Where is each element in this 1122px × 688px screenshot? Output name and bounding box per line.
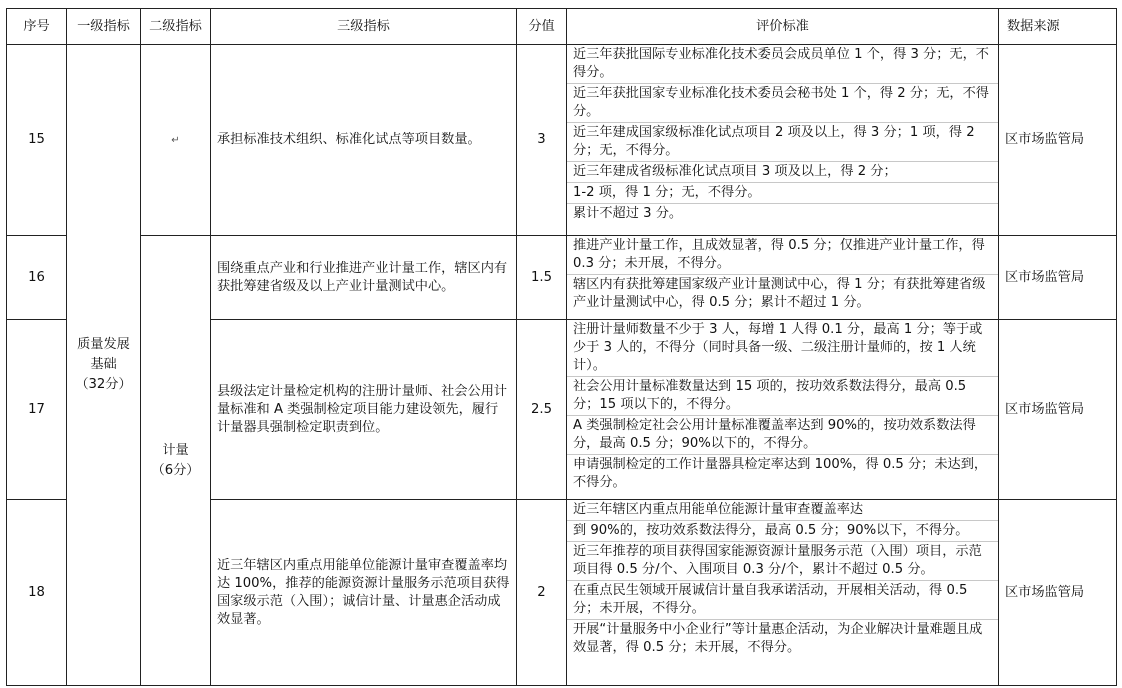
criterion-item: A 类强制检定社会公用计量标准覆盖率达到 90%的，按功效系数法得分，最高 0.5 分；90%以下的，不得分。 xyxy=(567,416,998,455)
row-source: 区市场监管局 xyxy=(999,45,1117,236)
header-level3: 三级指标 xyxy=(211,9,517,45)
row-criteria xyxy=(567,500,999,686)
criterion-item: 推进产业计量工作，且成效显著，得 0.5 分；仅推进产业计量工作，得 0.3 分；未开展，不得分。 xyxy=(567,236,998,275)
criterion-item: 申请强制检定的工作计量器具检定率达到 100%，得 0.5 分；未达到，不得分。 xyxy=(573,457,988,490)
level2-name: 计量 xyxy=(162,442,189,458)
row-seq: 17 xyxy=(7,320,67,500)
criterion-item: 近三年辖区内重点用能单位能源计量审查覆盖率达 xyxy=(567,500,998,521)
indicator-table xyxy=(6,8,1117,686)
header-level1: 一级指标 xyxy=(67,9,141,45)
row-source: 区市场监管局 xyxy=(999,320,1117,500)
criterion-item: 在重点民生领域开展诚信计量自我承诺活动，开展相关活动，得 0.5 分；未开展，不得分。 xyxy=(567,581,998,620)
row-score: 2.5 xyxy=(517,320,567,500)
level2-score: （6分） xyxy=(151,462,200,478)
row-level3: 承担标准技术组织、标准化试点等项目数量。 xyxy=(211,45,517,236)
row-source: 区市场监管局 xyxy=(999,500,1117,686)
criterion-item: 近三年获批国际专业标准化技术委员会成员单位 1 个，得 3 分；无，不得分。 xyxy=(567,45,998,84)
header-source: 数据来源 xyxy=(999,9,1117,45)
table-row xyxy=(7,236,1117,320)
criterion-item: 注册计量师数量不少于 3 人，每增 1 人得 0.1 分，最高 1 分；等于或少于 3 人的，不得分（同时具备一级、二级注册计量师的，按 1 人统计）。 xyxy=(567,320,998,377)
level1-cell xyxy=(67,45,141,686)
table-row xyxy=(7,45,1117,236)
level2-empty-cell: ↵ xyxy=(141,45,211,236)
header-score: 分值 xyxy=(517,9,567,45)
criterion-item: 社会公用计量标准数量达到 15 项的，按功效系数法得分，最高 0.5 分；15 项以下的，不得分。 xyxy=(567,377,998,416)
criterion-item: 近三年推荐的项目获得国家能源资源计量服务示范（入围）项目，示范项目得 0.5 分/个、入围项目 0.3 分/个，累计不超过 0.5 分。 xyxy=(567,542,998,581)
criterion-item: 开展“计量服务中小企业行”等计量惠企活动，为企业解决计量难题且成效显著，得 0.5 分；未开展，不得分。 xyxy=(573,622,983,655)
criterion-item: 近三年建成省级标准化试点项目 3 项及以上，得 2 分； xyxy=(567,162,998,183)
row-score: 2 xyxy=(517,500,567,686)
criterion-item: 1-2 项，得 1 分；无，不得分。 xyxy=(567,183,998,204)
criterion-item: 辖区内有获批筹建国家级产业计量测试中心，得 1 分；有获批筹建省级产业计量测试中心，得 0.5 分；累计不超过 1 分。 xyxy=(573,277,986,310)
row-level3: 县级法定计量检定机构的注册计量师、社会公用计量标准和 A 类强制检定项目能力建设领先，履行计量器具强制检定职责到位。 xyxy=(211,320,517,500)
row-criteria xyxy=(567,320,999,500)
header-seq: 序号 xyxy=(7,9,67,45)
row-level3: 近三年辖区内重点用能单位能源计量审查覆盖率均达 100%，推荐的能源资源计量服务示范项目获得国家级示范（入围）；诚信计量、计量惠企活动成效显著。 xyxy=(211,500,517,686)
criterion-item: 近三年获批国家专业标准化技术委员会秘书处 1 个，得 2 分；无，不得分。 xyxy=(567,84,998,123)
criterion-item: 近三年建成国家级标准化试点项目 2 项及以上，得 3 分；1 项，得 2 分；无，不得分。 xyxy=(567,123,998,162)
row-level3: 围绕重点产业和行业推进产业计量工作，辖区内有获批筹建省级及以上产业计量测试中心。 xyxy=(211,236,517,320)
row-seq: 18 xyxy=(7,500,67,686)
row-score: 3 xyxy=(517,45,567,236)
row-criteria xyxy=(567,45,999,236)
level1-name: 质量发展基础 xyxy=(77,337,130,372)
header-level2: 二级指标 xyxy=(141,9,211,45)
header-standard: 评价标准 xyxy=(567,9,999,45)
row-source: 区市场监管局 xyxy=(999,236,1117,320)
criterion-item: 累计不超过 3 分。 xyxy=(573,206,683,221)
level2-cell xyxy=(141,236,211,686)
row-seq: 16 xyxy=(7,236,67,320)
row-score: 1.5 xyxy=(517,236,567,320)
criterion-item: 到 90%的，按功效系数法得分，最高 0.5 分；90%以下，不得分。 xyxy=(567,521,998,542)
level1-score: （32分） xyxy=(75,377,132,392)
row-criteria xyxy=(567,236,999,320)
row-seq: 15 xyxy=(7,45,67,236)
